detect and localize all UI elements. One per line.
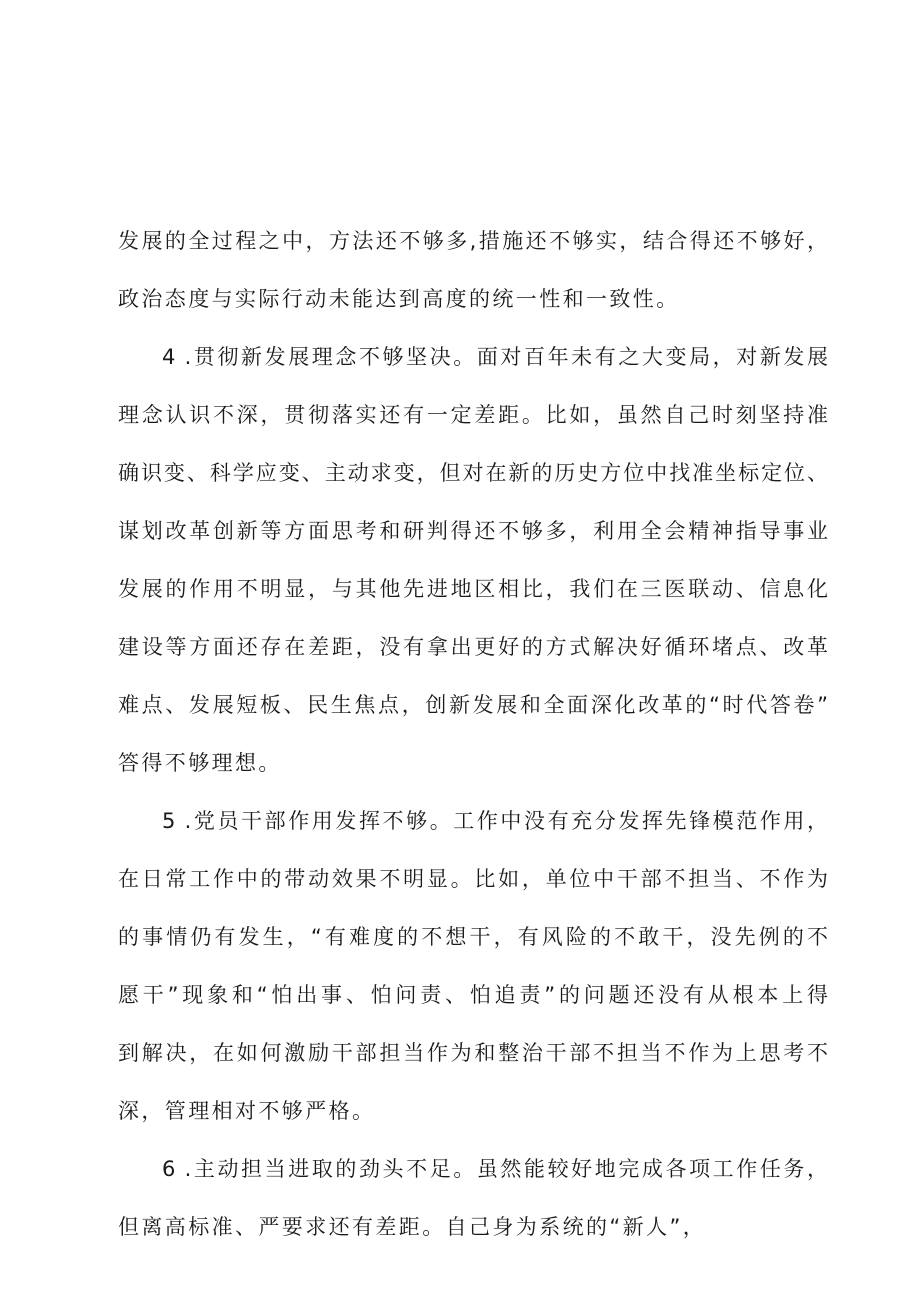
item-5-heading-line: 5 .党员干部作用发挥不够。工作中没有充分发挥先锋模范作用，	[162, 809, 828, 833]
item-4-heading-line: 4 .贯彻新发展理念不够坚决。面对百年未有之大变局，对新发展	[162, 345, 828, 369]
paragraph-line: 答得不够理想。	[118, 751, 282, 775]
paragraph-line: 理念认识不深，贯彻落实还有一定差距。比如，虽然自己时刻坚持准	[118, 403, 828, 427]
paragraph-line: 确识变、科学应变、主动求变，但对在新的历史方位中找准坐标定位、	[118, 461, 828, 485]
paragraph-line: 愿干”现象和“怕出事、怕问责、怕追责”的问题还没有从根本上得	[118, 983, 828, 1007]
paragraph-line: 到解决，在如何激励干部担当作为和整治干部不担当不作为上思考不	[118, 1041, 828, 1065]
document-body	[118, 212, 828, 1256]
paragraph-line: 深，管理相对不够严格。	[118, 1099, 376, 1123]
paragraph-line: 发展的作用不明显，与其他先进地区相比，我们在三医联动、信息化	[118, 577, 828, 601]
paragraph-line: 在日常工作中的带动效果不明显。比如，单位中干部不担当、不作为	[118, 867, 828, 891]
paragraph-line: 谋划改革创新等方面思考和研判得还不够多，利用全会精神指导事业	[118, 519, 828, 543]
paragraph-line: 难点、发展短板、民生焦点，创新发展和全面深化改革的“时代答卷”	[118, 693, 828, 717]
paragraph-line: 建设等方面还存在差距，没有拿出更好的方式解决好循环堵点、改革	[118, 635, 828, 659]
paragraph-line: 但离高标准、严要求还有差距。自己身为系统的“新人”，	[118, 1215, 707, 1239]
paragraph-line: 政治态度与实际行动未能达到高度的统一性和一致性。	[118, 287, 680, 311]
item-6-heading-line: 6 .主动担当进取的劲头不足。虽然能较好地完成各项工作任务，	[162, 1157, 828, 1181]
paragraph-line: 的事情仍有发生，“有难度的不想干，有风险的不敢干，没先例的不	[118, 925, 828, 949]
paragraph-line: 发展的全过程之中，方法还不够多,措施还不够实，结合得还不够好，	[118, 229, 828, 253]
